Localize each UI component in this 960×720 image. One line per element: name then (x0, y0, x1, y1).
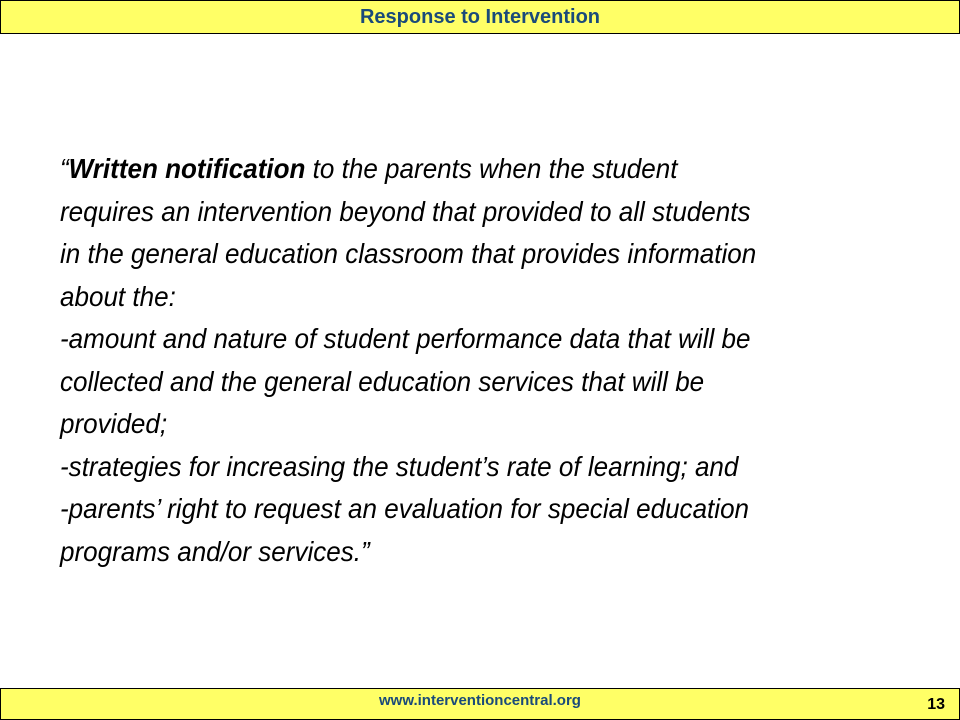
quote-line-10: programs and/or services.” (60, 535, 370, 567)
open-quote-mark: “ (60, 153, 69, 184)
quote-line-1 (60, 148, 860, 191)
quote-line-2: requires an intervention beyond that provided to all students (60, 195, 751, 227)
quote-line-3: in the general education classroom that provides information (60, 238, 757, 269)
quote-line-1-rest: to the parents when the student (305, 153, 678, 184)
footer-url[interactable]: www.interventioncentral.org (379, 692, 581, 709)
quote-line-5: -amount and nature of student performance data that will be (60, 323, 751, 354)
header-title: Response to Intervention (359, 6, 601, 28)
quote-line-6: collected and the general education services that will be (60, 365, 705, 397)
quote-line-4: about the: (60, 280, 176, 312)
quote-block (60, 148, 860, 573)
header-banner (0, 0, 960, 34)
page-number: 13 (927, 696, 945, 713)
quote-line-9: -parents’ right to request an evaluation for special education (60, 493, 750, 524)
footer-banner (0, 688, 960, 720)
quote-line-8: -strategies for increasing the student’s rate of learning; and (60, 450, 739, 482)
quote-emphasis: Written notification (68, 153, 306, 184)
quote-line-7: provided; (60, 408, 168, 439)
